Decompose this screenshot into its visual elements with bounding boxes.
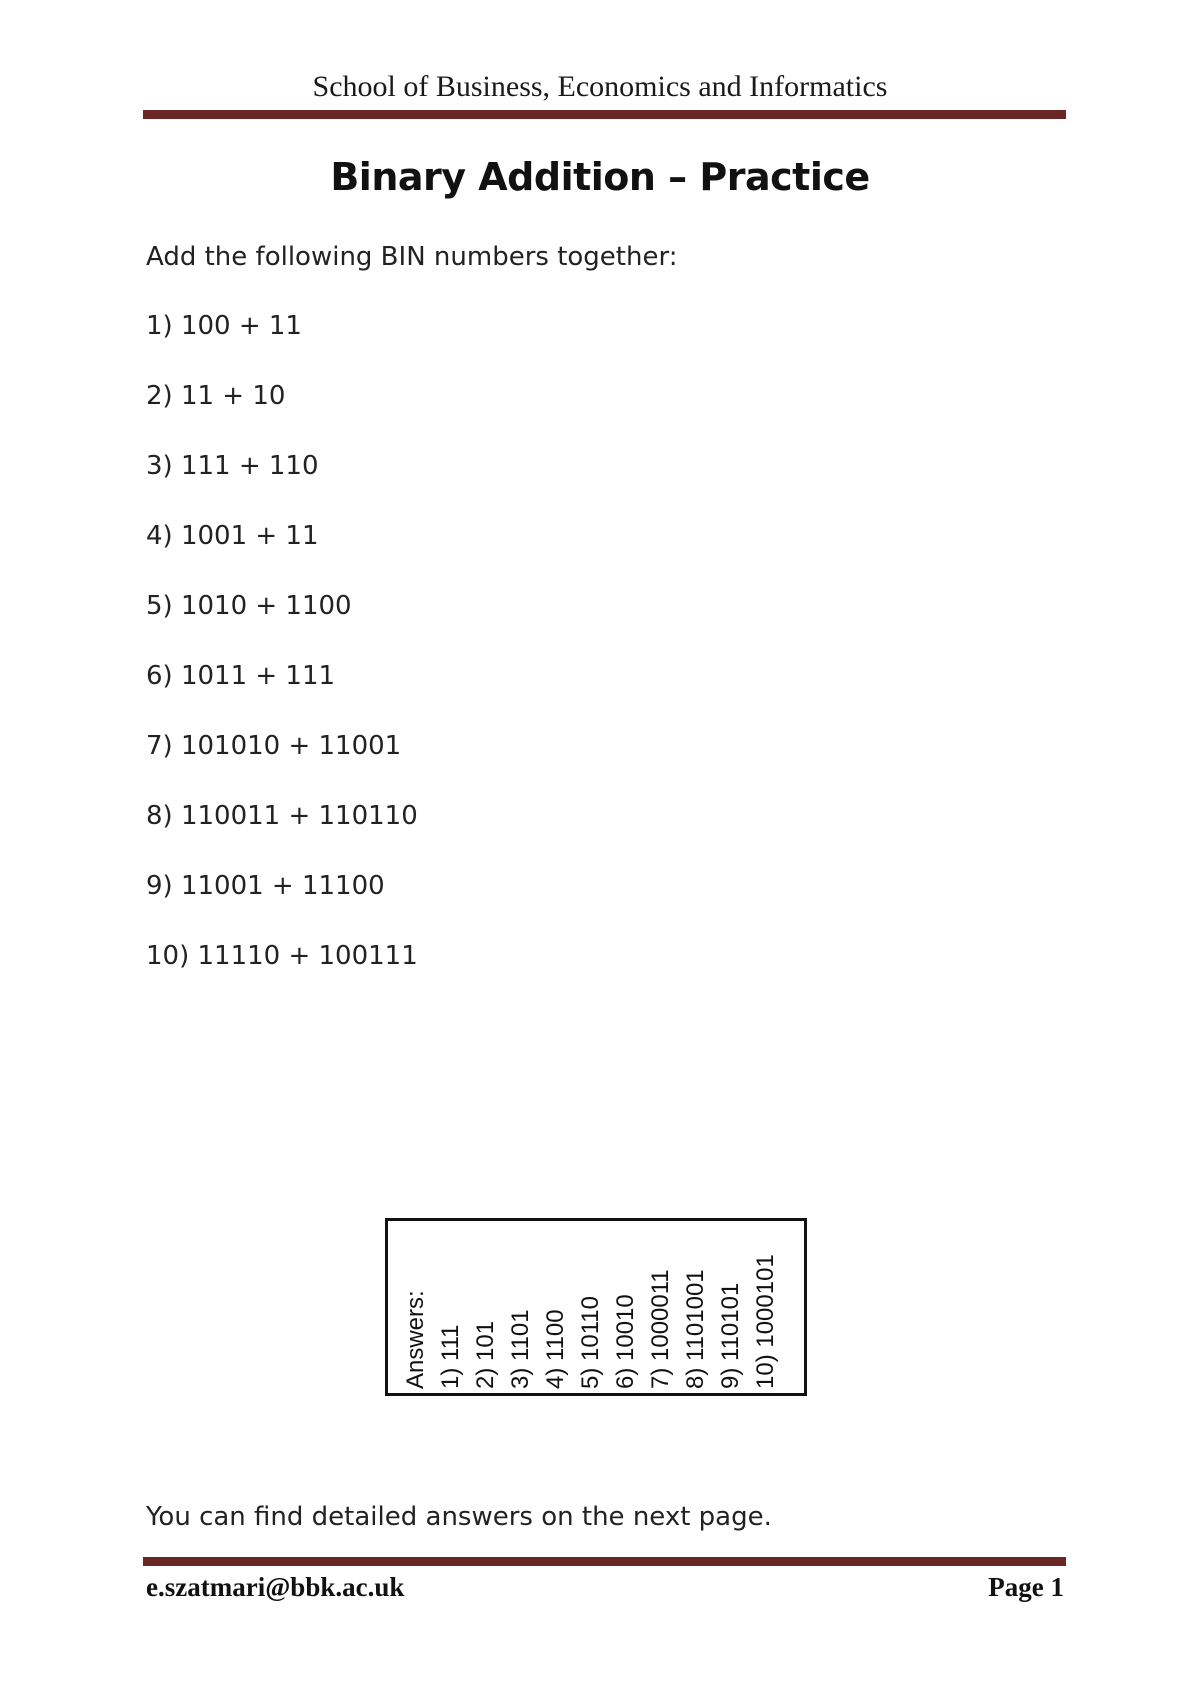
problem-item: 7) 101010 + 11001	[146, 731, 402, 761]
problem-item: 9) 11001 + 11100	[146, 871, 385, 901]
answers-box	[385, 1218, 807, 1396]
problem-item: 6) 1011 + 111	[146, 661, 336, 691]
answer-item: 1) 111	[437, 1324, 464, 1389]
footer-note: You can find detailed answers on the next page.	[146, 1502, 772, 1532]
problem-item: 5) 1010 + 1100	[146, 591, 352, 621]
answer-item: 10) 1000101	[752, 1254, 779, 1389]
answer-item: 3) 1101	[507, 1309, 534, 1389]
answer-item: 2) 101	[472, 1320, 499, 1389]
header-rule	[143, 110, 1066, 119]
answer-item: 8) 1101001	[682, 1269, 709, 1389]
problem-item: 4) 1001 + 11	[146, 521, 319, 551]
answers-heading: Answers:	[402, 1290, 429, 1389]
problem-item: 10) 11110 + 100111	[146, 941, 418, 971]
answer-item: 4) 1100	[542, 1309, 569, 1389]
problem-item: 8) 110011 + 110110	[146, 801, 418, 831]
page-header: School of Business, Economics and Informatics	[312, 70, 888, 103]
answer-item: 7) 1000011	[647, 1269, 674, 1389]
footer-rule	[143, 1557, 1066, 1566]
problem-list	[146, 310, 418, 1010]
answer-item: 9) 110101	[717, 1282, 744, 1389]
answer-item: 6) 10010	[612, 1294, 639, 1389]
page-number: Page 1	[988, 1572, 1064, 1602]
answers-rotated-text	[398, 1227, 783, 1389]
page-title: Binary Addition – Practice	[330, 155, 870, 199]
instructions: Add the following BIN numbers together:	[146, 242, 678, 272]
problem-item: 1) 100 + 11	[146, 311, 302, 341]
problem-item: 3) 111 + 110	[146, 451, 319, 481]
author-email: e.szatmari@bbk.ac.uk	[146, 1572, 405, 1602]
problem-item: 2) 11 + 10	[146, 381, 286, 411]
answer-item: 5) 10110	[577, 1296, 604, 1389]
